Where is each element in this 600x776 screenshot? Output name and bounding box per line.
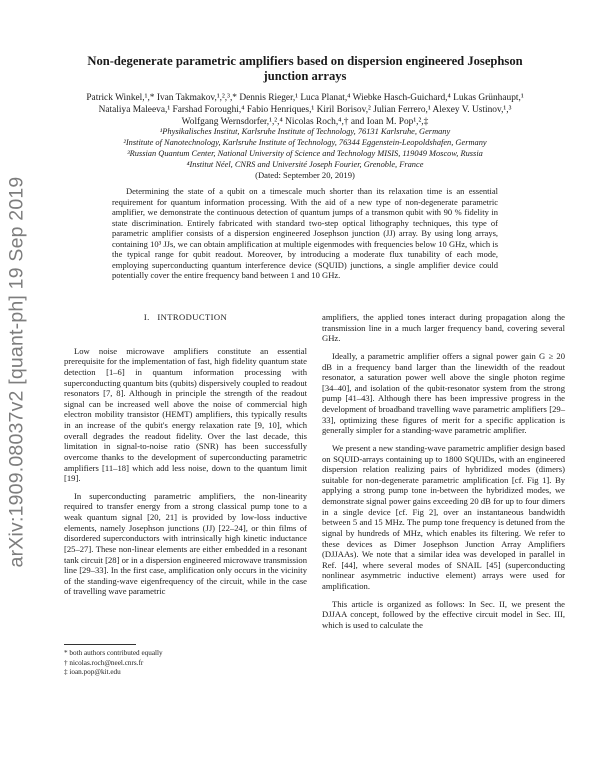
section-heading (64, 312, 307, 323)
left-paragraph-2: In superconducting parametric amplifiers, the non-linearity required to transfer energy from a strong classical pump tone to a weak quantum signal [20, 21] is provided by low-loss inductive elements, namely Josephson junctions (JJ) [22–24], or thin films of disordered superconductors with intrinsically high kinetic inductance [25–27]. These non-linear elements are either embedded in a resonant tank circuit [28] or in a dispersion engineered microwave transmission line [29–33]. In the first case, amplification only occurs in the vicinity of the standing-wave eigenfrequency of the circuit, while in the case of travelling wave parametric (64, 490, 307, 597)
arxiv-identifier: arXiv:1909.08037v2 [quant-ph] 19 Sep 2019 (5, 176, 28, 568)
right-paragraph-2: Ideally, a parametric amplifier offers a signal power gain G ≥ 20 dB in a frequency band larger than the linewidth of the readout resonator, a saturation power well above the single photon regime [34–40], and isolation of the qubit-resonator system from the strong pump [41–43]. Although there has been impressive progress in the development of broadband travelling wave parametric amplifiers [29–33], optimizing these figures of merit for a specific application is generally simpler for a standing-wave parametric amplifier. (322, 350, 565, 436)
footnote-1: * both authors contributed equally (64, 649, 163, 657)
left-column (64, 312, 307, 604)
footnote-2: † nicolas.roch@neel.cnrs.fr (64, 658, 144, 667)
affiliation-2: ²Institute of Nanotechnology, Karlsruhe Institute of Technology, 76344 Eggenstein-Leopoldshafen, Germany (123, 138, 487, 147)
left-paragraph-1: Low noise microwave amplifiers constitute an essential prerequisite for the implementation of fast, high fidelity quantum state detection [1–6] in quantum information processing with superconducting quantum bits (qubits) dispersively coupled to readout resonators [7, 8]. Although in principle the strength of the readout signal can be increased well above the noise of commercial high electron mobility transistor (HEMT) amplifiers, this typically results in an increase of the qubit's energy relaxation rate [9, 10], which overall degrades the readout fidelity. Over the last decade, this limitation in signal-to-noise ratio (SNR) has been successfully overcome thanks to the development of superconducting parametric amplifiers [11–18] which add less noise, down to the quantum limit [19]. (64, 345, 307, 484)
arxiv-sidebar (2, 0, 32, 776)
abstract: Determining the state of a qubit on a timescale much shorter than its relaxation time is an essential requirement for quantum information processing. With the aid of a new type of non-degenerate parametric amplifier, we demonstrate the continuous detection of quantum jumps of a transmon qubit with 90 % fidelity in state discrimination. Entirely fabricated with standard two-step optical lithography techniques, this type of parametric amplifier consists of a dispersion engineered Josephson junction (JJ) array. By using long arrays, containing 10³ JJs, we can obtain amplification at multiple eigenmodes with frequencies below 10 GHz, which is the typical range for qubit readout. Moreover, by introducing a moderate flux tunability of each mode, employing superconducting quantum interference device (SQUID) junctions, a single amplifier device could potentially cover the entire frequency band between 1 and 10 GHz. (112, 186, 498, 281)
affiliation-1: ¹Physikalisches Institut, Karlsruhe Institute of Technology, 76131 Karlsruhe, Germany (159, 127, 451, 136)
right-paragraph-1: amplifiers, the applied tones interact during propagation along the transmission line in a much larger frequency band, covering several GHz. (322, 312, 565, 344)
footnote-3: ‡ ioan.pop@kit.edu (64, 668, 121, 677)
right-paragraph-3: We present a new standing-wave parametric amplifier design based on SQUID-arrays containing up to 1800 SQUIDs, with an engineered dispersion relation realizing pairs of hybridized modes (dimers) suitable for non-degenerate parametric amplification [cf. Fig 1]. By applying a strong pump tone in-between the hybridized modes, we demonstrate signal power gains exceeding 20 dB for up to four dimers in a single device [cf. Fig 2], over an instantaneous bandwidth between 5 and 15 MHz. The pump tone frequency is detuned from the signal by hundreds of MHz, which enables its filtering. We refer to these devices as Dimer Josephson Junction Array Amplifiers (DJJAAs). We note that a similar idea was developed in parallel in Ref. [44], where several modes of SNAIL [45] (superconducting nonlinear asymmetric inductive element) arrays were used for amplification. (322, 442, 565, 591)
author-list: Patrick Winkel,¹,* Ivan Takmakov,¹,²,³,* Dennis Rieger,¹ Luca Planat,⁴ Wiebke Hasch-Guichard,⁴ Lukas Grünhaupt,¹ Nataliya Maleeva,¹ Farshad Foroughi,⁴ Fabio Henriques,¹ Kiril Borisov,² Julian Ferrero,¹ Alexey V. Ustinov,¹,³ Wolfgang Wernsdorfer,¹,²,⁴ Nicolas Roch,⁴,† and Ioan M. Pop¹,²,‡ (86, 93, 524, 128)
affiliation-3: ³Russian Quantum Center, National University of Science and Technology MISIS, 119049 Moscow, Russia (127, 149, 483, 158)
paper-title: Non-degenerate parametric amplifiers based on dispersion engineered Josephson junction arrays (87, 54, 523, 83)
right-paragraph-4: This article is organized as follows: In Sec. II, we present the DJJAA concept, followed by the effective circuit model in Sec. III, which is used to calculate the (322, 598, 565, 630)
section-title: INTRODUCTION (157, 312, 228, 322)
footnote-rule (64, 644, 136, 645)
footnotes (64, 644, 307, 678)
section-number: I. (143, 312, 150, 322)
affiliation-4: ⁴Institut Néel, CNRS and Université Joseph Fourier, Grenoble, France (186, 160, 424, 169)
affiliations (80, 126, 530, 170)
date-line: (Dated: September 20, 2019) (255, 170, 355, 180)
right-column (322, 312, 565, 638)
